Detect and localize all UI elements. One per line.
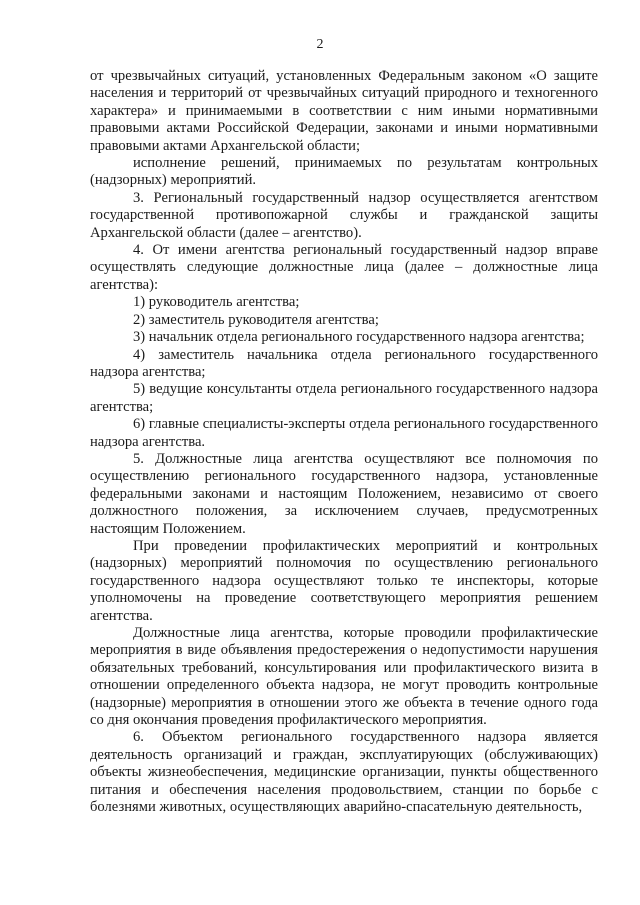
paragraph: Должностные лица агентства, которые проводили профилактические мероприятия в виде объявления предостережения о недопустимости нарушения обязательных требований, консультирования или профилактического визита в отношении определенного объекта надзора, не могут проводить контрольные (надзорные) мероприятия в отношении этого же объекта в течение одного года со дня окончания проведения профилактического мероприятия. <box>90 625 598 729</box>
paragraph: исполнение решений, принимаемых по результатам контрольных (надзорных) мероприятий. <box>90 155 598 189</box>
list-item: 1) руководитель агентства; <box>133 294 300 311</box>
list-item: 4) заместитель начальника отдела регионального государственного надзора агентства; <box>90 346 598 380</box>
list-item: 5) ведущие консультанты отдела регионального государственного надзора агентства; <box>90 381 598 415</box>
paragraph: 5. Должностные лица агентства осуществляют все полномочия по осуществлению регионального государственного надзора, установленные федеральными законами и настоящим Положением, независимо от своего должностного положения, за исключением случаев, предусмотренных настоящим Положением. <box>90 450 598 537</box>
paragraph: При проведении профилактических мероприятий и контрольных (надзорных) мероприятий полномочия по осуществлению регионального государственного надзора осуществляют только те инспекторы, которые уполномочены на проведение соответствующего мероприятия решением агентства. <box>90 537 598 624</box>
page-number: 2 <box>316 37 324 52</box>
document-body <box>90 68 598 816</box>
list-item: 3) начальник отдела регионального государственного надзора агентства; <box>133 329 585 346</box>
paragraph: 6. Объектом регионального государственного надзора является деятельность организаций и граждан, эксплуатирующих (обслуживающих) объекты жизнеобеспечения, медицинские организации, пункты общественного питания и обеспечения населения продовольствием, станции по борьбе с болезнями животных, осуществляющих аварийно-спасательную деятельность, <box>90 729 598 816</box>
paragraph: от чрезвычайных ситуаций, установленных Федеральным законом «О защите населения и территорий от чрезвычайных ситуаций природного и техногенного характера» и принимаемыми в соответствии с ним иными нормативными правовыми актами Российской Федерации, законами и иными нормативными правовыми актами Архангельской области; <box>90 68 598 154</box>
list-item: 6) главные специалисты-эксперты отдела регионального государственного надзора агентства. <box>90 416 598 450</box>
list-item: 2) заместитель руководителя агентства; <box>133 311 379 328</box>
paragraph: 4. От имени агентства региональный государственный надзор вправе осуществлять следующие должностные лица (далее – должностные лица агентства): <box>90 242 598 293</box>
paragraph: 3. Региональный государственный надзор осуществляется агентством государственной противопожарной службы и гражданской защиты Архангельской области (далее – агентство). <box>90 189 598 241</box>
